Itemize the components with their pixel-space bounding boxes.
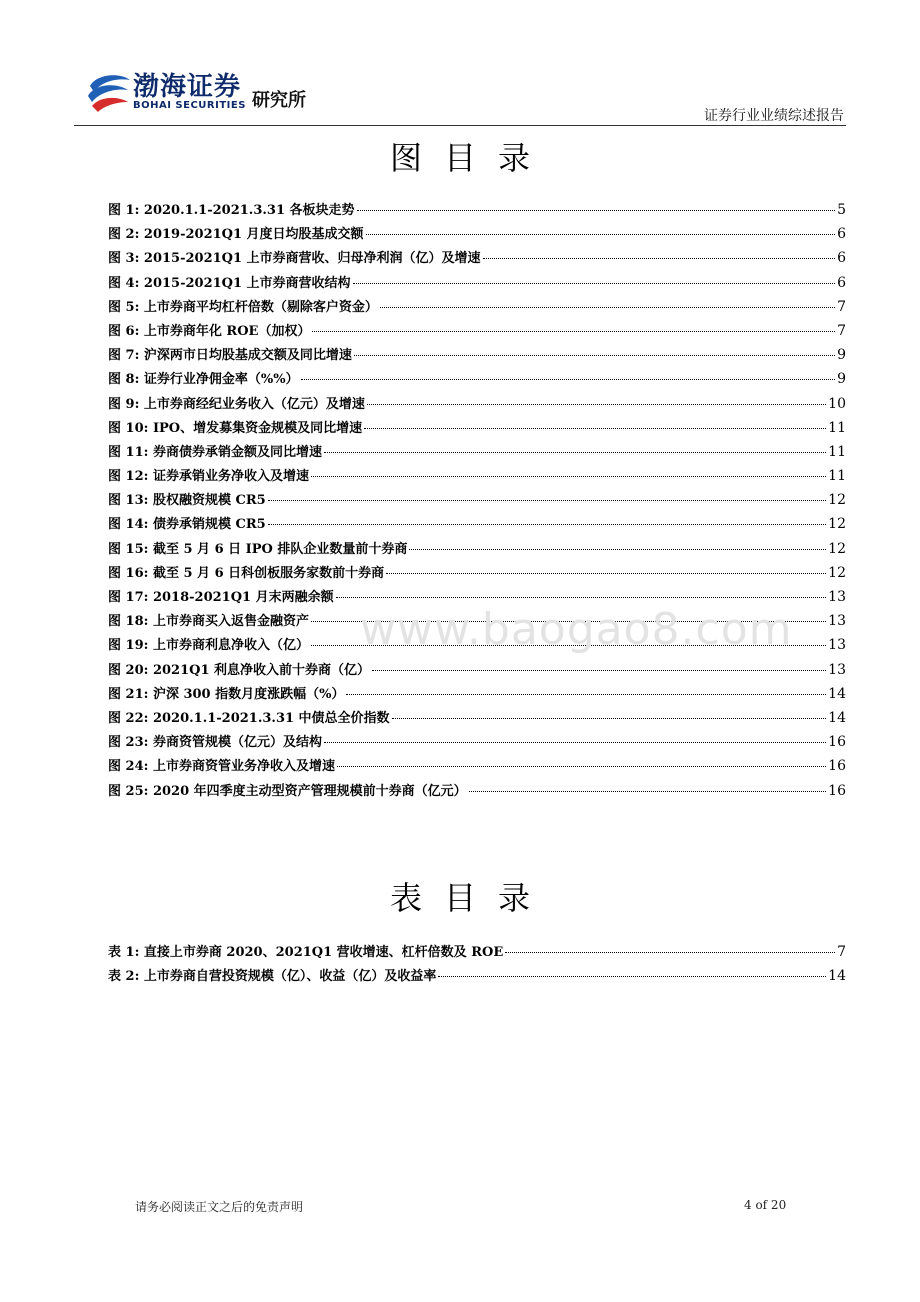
figure-entry-label: 图 24: 上市券商资管业务净收入及增速 bbox=[108, 759, 335, 775]
figure-entry-page: 13 bbox=[828, 661, 846, 678]
figure-entry[interactable] bbox=[108, 779, 846, 803]
figure-entry-page: 11 bbox=[828, 419, 846, 436]
figure-entry-label: 图 8: 证券行业净佣金率（%%） bbox=[108, 372, 299, 388]
figure-entry-page: 13 bbox=[828, 589, 846, 605]
bohai-logo-icon bbox=[86, 70, 132, 114]
figure-entry[interactable] bbox=[108, 392, 846, 416]
dot-leader bbox=[336, 597, 827, 598]
figure-entry[interactable] bbox=[108, 658, 846, 682]
table-entry[interactable] bbox=[108, 964, 846, 988]
figure-entry-page: 9 bbox=[837, 347, 846, 364]
figure-entry[interactable] bbox=[108, 537, 846, 561]
figure-entry-page: 6 bbox=[837, 274, 846, 291]
dot-leader bbox=[357, 210, 836, 211]
table-entry-page: 7 bbox=[837, 944, 846, 960]
figure-entry[interactable] bbox=[108, 367, 846, 391]
figure-entry[interactable] bbox=[108, 440, 846, 464]
figure-entry-page: 7 bbox=[837, 298, 846, 315]
figure-entry-page: 7 bbox=[837, 322, 846, 339]
dot-leader bbox=[312, 331, 835, 332]
table-entry-label: 表 2: 上市券商自营投资规模（亿）、收益（亿）及收益率 bbox=[108, 969, 437, 985]
figure-entry-label: 图 3: 2015-2021Q1 上市券商营收、归母净利润（亿）及增速 bbox=[108, 251, 481, 267]
figure-entry-page: 6 bbox=[837, 226, 846, 243]
figure-entry-page: 6 bbox=[837, 250, 846, 267]
figures-list bbox=[108, 198, 846, 803]
figure-entry[interactable] bbox=[108, 222, 846, 246]
figure-entry-label: 图 16: 截至 5 月 6 日科创板服务家数前十券商 bbox=[108, 565, 385, 581]
dot-leader bbox=[311, 476, 826, 477]
report-type: 证券行业业绩综述报告 bbox=[704, 108, 844, 124]
figure-entry[interactable] bbox=[108, 706, 846, 730]
figure-entry[interactable] bbox=[108, 319, 846, 343]
figure-entry[interactable] bbox=[108, 271, 846, 295]
dot-leader bbox=[364, 428, 826, 429]
table-entry-page: 14 bbox=[828, 968, 846, 985]
figure-entry[interactable] bbox=[108, 295, 846, 319]
dot-leader bbox=[380, 307, 835, 308]
figure-entry-page: 16 bbox=[828, 758, 846, 775]
figure-entry-label: 图 5: 上市券商平均杠杆倍数（剔除客户资金） bbox=[108, 299, 378, 315]
figure-entry[interactable] bbox=[108, 343, 846, 367]
header-divider bbox=[74, 125, 846, 126]
figure-entry[interactable] bbox=[108, 198, 846, 222]
figure-entry[interactable] bbox=[108, 682, 846, 706]
dot-leader bbox=[268, 524, 827, 525]
figure-entry[interactable] bbox=[108, 561, 846, 585]
dot-leader bbox=[438, 976, 826, 977]
figure-entry[interactable] bbox=[108, 512, 846, 536]
figure-entry-page: 12 bbox=[828, 564, 846, 581]
figure-entry-page: 9 bbox=[837, 371, 846, 388]
dot-leader bbox=[372, 670, 826, 671]
figure-entry-page: 11 bbox=[828, 443, 846, 460]
figure-entry-label: 图 10: IPO、增发募集资金规模及同比增速 bbox=[108, 420, 363, 436]
figure-entry[interactable] bbox=[108, 464, 846, 488]
dot-leader bbox=[386, 573, 826, 574]
dot-leader bbox=[324, 452, 826, 453]
figure-entry-label: 图 6: 上市券商年化 ROE（加权） bbox=[108, 323, 311, 339]
figure-entry-label: 图 23: 券商资管规模（亿元）及结构 bbox=[108, 735, 322, 751]
dot-leader bbox=[505, 952, 835, 953]
figure-entry[interactable] bbox=[108, 488, 846, 512]
figure-entry-label: 图 4: 2015-2021Q1 上市券商营收结构 bbox=[108, 275, 351, 291]
figure-entry-page: 12 bbox=[828, 540, 846, 557]
figure-entry-label: 图 1: 2020.1.1-2021.3.31 各板块走势 bbox=[108, 203, 355, 218]
figure-entry-label: 图 7: 沪深两市日均股基成交额及同比增速 bbox=[108, 348, 352, 364]
figure-entry-label: 图 11: 券商债券承销金额及同比增速 bbox=[108, 444, 322, 460]
figure-entry-page: 12 bbox=[828, 516, 846, 533]
figure-entry-label: 图 21: 沪深 300 指数月度涨跌幅（%） bbox=[108, 686, 345, 702]
dot-leader bbox=[469, 791, 827, 792]
page-header bbox=[0, 0, 920, 130]
figure-entry-label: 图 9: 上市券商经纪业务收入（亿元）及增速 bbox=[108, 396, 365, 412]
watermark: www.baogao8.com bbox=[360, 604, 793, 655]
figure-entry-label: 图 2: 2019-2021Q1 月度日均股基成交额 bbox=[108, 227, 364, 243]
figure-entry-page: 16 bbox=[828, 782, 846, 799]
tables-index-title: 表目录 bbox=[389, 879, 552, 917]
brand-name-en: BOHAI SECURITIES bbox=[133, 100, 246, 111]
dot-leader bbox=[367, 404, 826, 405]
dot-leader bbox=[337, 766, 826, 767]
figure-entry-label: 图 25: 2020 年四季度主动型资产管理规模前十券商（亿元） bbox=[108, 783, 467, 799]
dot-leader bbox=[324, 742, 826, 743]
figure-entry-page: 12 bbox=[828, 492, 846, 509]
footer-page-number: 4 of 20 bbox=[744, 1198, 787, 1212]
figure-entry-label: 图 13: 股权融资规模 CR5 bbox=[108, 493, 266, 509]
figure-entry-page: 14 bbox=[828, 709, 846, 726]
figure-entry[interactable] bbox=[108, 754, 846, 778]
dot-leader bbox=[353, 283, 836, 284]
figure-entry-label: 图 18: 上市券商买入返售金融资产 bbox=[108, 614, 309, 630]
tables-list bbox=[108, 940, 846, 988]
figure-entry-page: 5 bbox=[837, 202, 846, 218]
dot-leader bbox=[483, 258, 836, 259]
footer-disclaimer: 请务必阅读正文之后的免责声明 bbox=[135, 1200, 304, 1214]
dot-leader bbox=[354, 355, 835, 356]
dot-leader bbox=[392, 718, 827, 719]
table-entry[interactable] bbox=[108, 940, 846, 964]
dot-leader bbox=[366, 234, 836, 235]
figure-entry-label: 图 19: 上市券商利息净收入（亿） bbox=[108, 638, 309, 654]
dot-leader bbox=[409, 549, 826, 550]
figure-entry-label: 图 17: 2018-2021Q1 月末两融余额 bbox=[108, 590, 334, 605]
figure-entry[interactable] bbox=[108, 730, 846, 754]
figure-entry-label: 图 12: 证券承销业务净收入及增速 bbox=[108, 469, 309, 485]
figure-entry-label: 图 15: 截至 5 月 6 日 IPO 排队企业数量前十券商 bbox=[108, 541, 408, 557]
figure-entry-label: 图 22: 2020.1.1-2021.3.31 中债总全价指数 bbox=[108, 710, 390, 726]
table-entry-label: 表 1: 直接上市券商 2020、2021Q1 营收增速、杠杆倍数及 ROE bbox=[108, 945, 504, 960]
figure-entry-label: 图 14: 债券承销规模 CR5 bbox=[108, 517, 266, 533]
figure-entry-page: 11 bbox=[828, 468, 846, 485]
dot-leader bbox=[301, 379, 835, 380]
figure-entry-page: 14 bbox=[828, 685, 846, 702]
figure-entry-page: 13 bbox=[828, 637, 846, 654]
dot-leader bbox=[346, 694, 826, 695]
figure-entry-page: 13 bbox=[828, 613, 846, 630]
figure-entry-label: 图 20: 2021Q1 利息净收入前十券商（亿） bbox=[108, 662, 371, 678]
figure-entry[interactable] bbox=[108, 416, 846, 440]
brand-name-cn: 渤海证券 bbox=[133, 72, 242, 102]
institute-name: 研究所 bbox=[252, 90, 306, 111]
figure-entry[interactable] bbox=[108, 246, 846, 270]
figures-index-title: 图目录 bbox=[389, 139, 552, 177]
figure-entry-page: 10 bbox=[828, 395, 846, 412]
dot-leader bbox=[268, 500, 827, 501]
figure-entry-page: 16 bbox=[828, 734, 846, 751]
